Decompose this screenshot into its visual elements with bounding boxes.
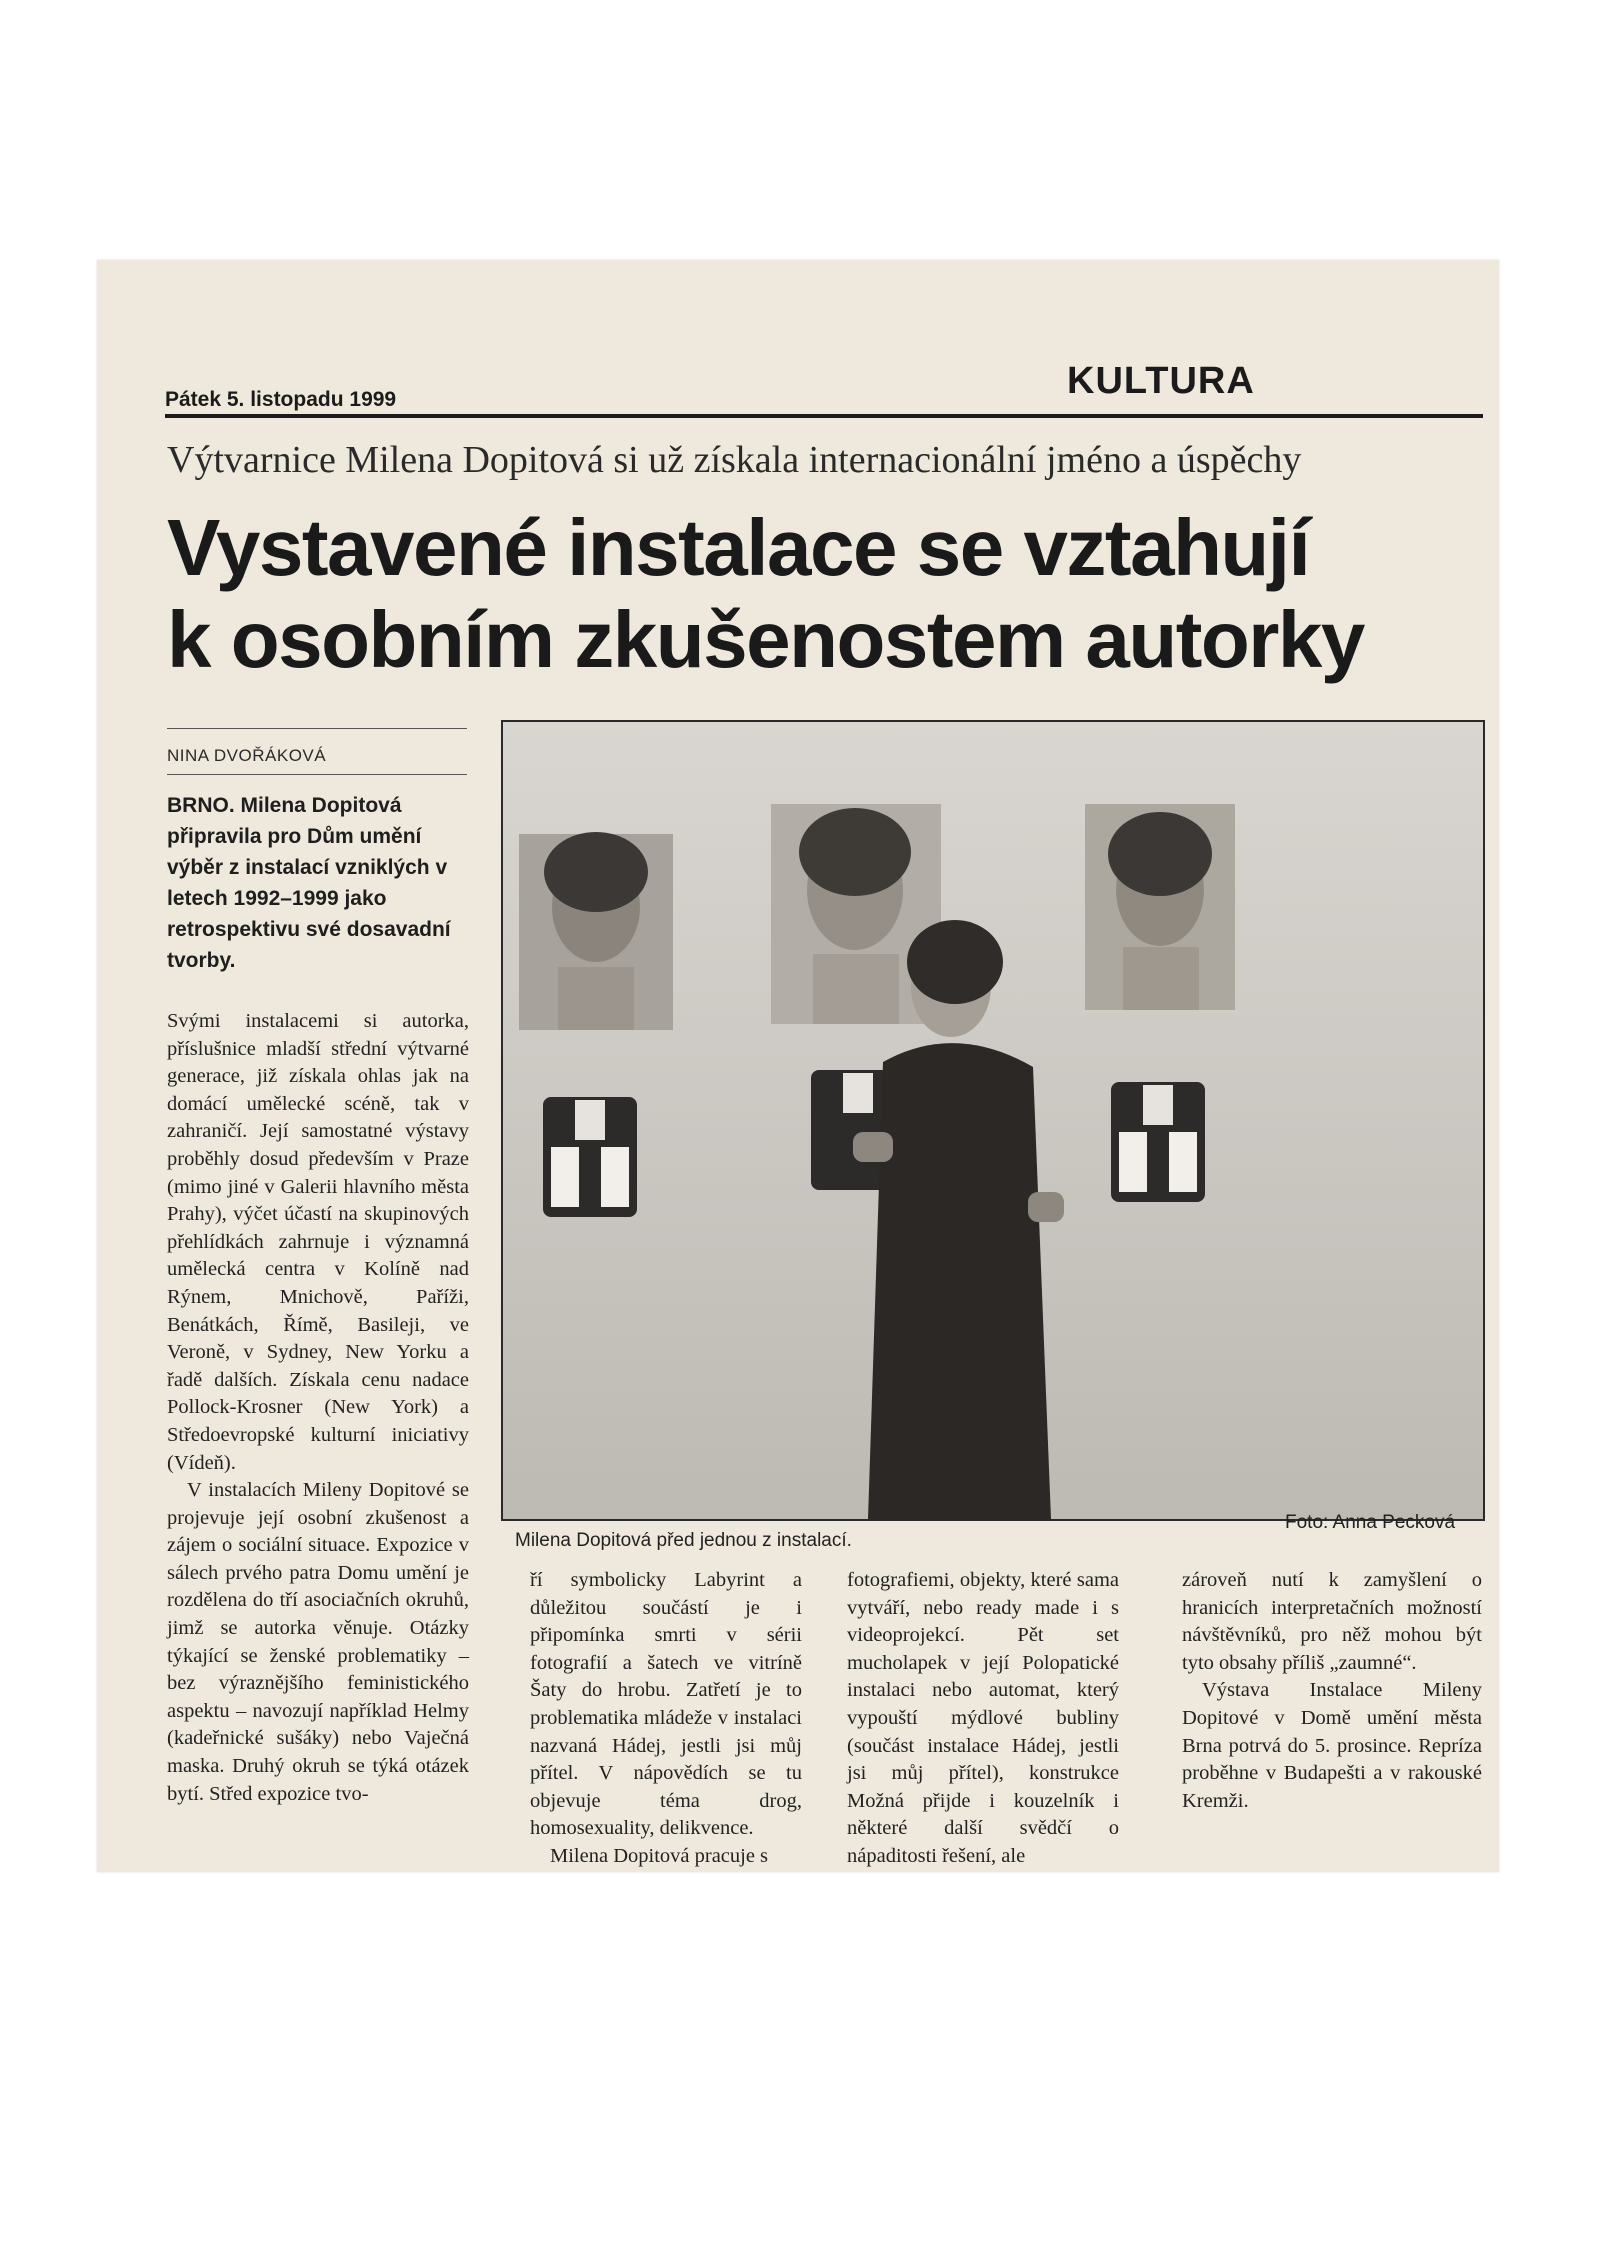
text-column-4 (1182, 1567, 1482, 1815)
headline-line-1: Vystavené instalace se vztahují (167, 503, 1310, 592)
paragraph-1: Svými instalacemi si autorka, příslušnice mladší střední výtvarné generace, již získala ohlas jak na domácí umělecké scéně, tak v zahraničí. Její samostatné výstavy proběhly dosud především v Praze (mimo jiné v Galerii hlavního města Prahy), výčet účastí na skupinových přehlídkách zahrnuje i významná umělecká centra v Kolíně nad Rýnem, Mnichově, Paříži, Benátkách, Římě, Basileji, ve Veroně, v Sydney, New Yorku a řadě dalších. Získala cenu nadace Pollock-Krosner (New York) a Středoevropské kulturní iniciativy (Vídeň). (167, 1010, 469, 1474)
paragraph-3: ří symbolicky Labyrint a důležitou součástí je i připomínka smrti v sérii fotografií a šatech ve vitríně Šaty do hrobu. Zatřetí je to problematika mládeže v instalaci nazvaná Hádej, jestli jsi můj přítel. V nápovědích se tu objevuje téma drog, homosexuality, delikvence. (530, 1569, 802, 1840)
paragraph-2: V instalacích Mileny Dopitové se projevuje její osobní zkušenost a zájem o sociální situace. Expozice v sálech prvého patra Domu umění je rozdělena do tří asociačních okruhů, jimž se autorka věnuje. Otázky týkající se ženské problematiky – bez výraznějšího feministického aspektu – navozují například Helmy (kadeřnické sušáky) nebo Vaječná maska. Druhý okruh se týká otázek bytí. Střed expozice tvo- (167, 1479, 469, 1805)
byline-rule-bottom (167, 774, 467, 775)
text-column-3 (847, 1567, 1119, 1871)
article-lead: BRNO. Milena Dopitová připravila pro Dům umění výběr z instalací vzniklých v letech 1992–1999 jako retrospektivu své dosavadní tvorby. (167, 794, 451, 972)
newspaper-clipping (97, 260, 1499, 1872)
paragraph-7: Výstava Instalace Mileny Dopitové v Domě umění města Brna potrvá do 5. prosince. Repríza proběhne v Budapešti a v rakouské Kremži. (1182, 1679, 1482, 1812)
photo-credit: Foto: Anna Pecková (1285, 1512, 1456, 1533)
paragraph-6: zároveň nutí k zamyšlení o hranicích interpretačních možností návštěvníků, pro něž mohou být tyto obsahy příliš „zaumné“. (1182, 1569, 1482, 1674)
article-photo (501, 720, 1485, 1521)
paragraph-4: Milena Dopitová pracuje s (550, 1844, 769, 1867)
text-column-2 (530, 1567, 802, 1871)
portrait-left (519, 832, 673, 1030)
scale-right (1111, 1082, 1205, 1202)
byline: NINA DVOŘÁKOVÁ (167, 746, 327, 765)
article-headline (167, 502, 1497, 686)
paragraph-5: fotografiemi, objekty, které sama vytváří, nebo ready made i s videoprojekcí. Pět set mucholapek v její Polopatické instalaci nebo automat, který vypouští mýdlové bubliny (součást instalace Hádej, jestli jsi můj přítel), konstrukce Možná přijde i kouzelník i některé další svědčí o nápaditosti řešení, ale (847, 1569, 1119, 1867)
issue-date: Pátek 5. listopadu 1999 (165, 388, 397, 411)
text-column-1 (167, 1008, 469, 1808)
portrait-right (1085, 804, 1235, 1010)
headline-line-2: k osobním zkušenostem autorky (167, 595, 1364, 684)
header-rule (165, 414, 1483, 418)
photo-caption: Milena Dopitová před jednou z instalací. (515, 1530, 852, 1551)
section-title: KULTURA (1067, 360, 1255, 402)
photo-illustration (503, 722, 1483, 1519)
byline-rule-top (167, 728, 467, 729)
scale-left (543, 1097, 637, 1217)
article-kicker: Výtvarnice Milena Dopitová si už získala internacionální jméno a úspěchy (167, 439, 1302, 481)
